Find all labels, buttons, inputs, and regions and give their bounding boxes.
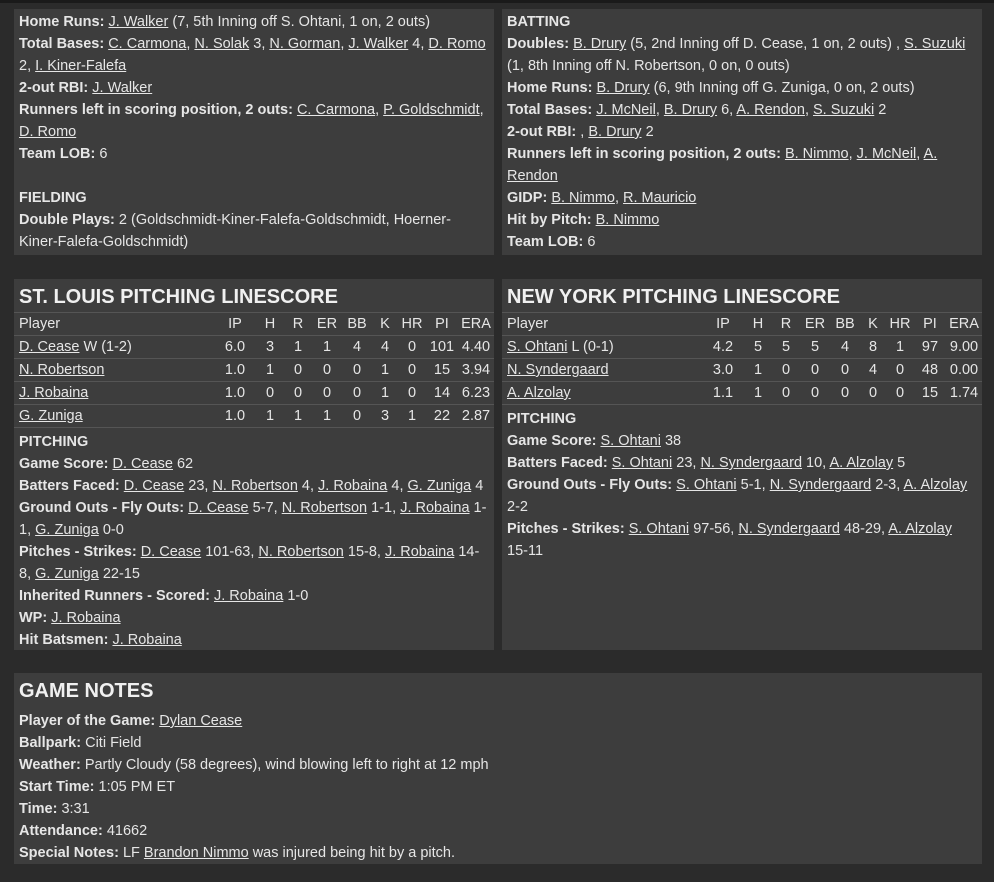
player-link[interactable]: J. Robaina	[213, 588, 284, 604]
game-time-line: Time: 3:31	[19, 801, 90, 817]
player-link[interactable]: A. Rendon	[507, 146, 938, 184]
player-link[interactable]: J. Walker	[348, 36, 409, 52]
player-link[interactable]: G. Zuniga	[19, 408, 83, 424]
col-header: HR	[398, 313, 426, 336]
player-link[interactable]: A. Alzolay	[903, 477, 968, 493]
start-time-line: Start Time: 1:05 PM ET	[19, 779, 176, 795]
col-header: Player	[502, 313, 702, 336]
player-link[interactable]: S. Ohtani	[676, 477, 737, 493]
fielding-heading: FIELDING	[19, 190, 87, 206]
nyy-linescore-title: NEW YORK PITCHING LINESCORE	[502, 279, 982, 313]
table-row: N. Syndergaard 3.0 1 0 0 0 4 0 48 0.00	[502, 359, 982, 382]
player-link[interactable]: D. Cease	[140, 544, 202, 560]
batting-heading: BATTING	[507, 14, 571, 30]
ballpark-line: Ballpark: Citi Field	[19, 735, 142, 751]
col-header: H	[256, 313, 284, 336]
game-score-line: Game Score: D. Cease 62	[19, 456, 194, 472]
player-link[interactable]: S. Ohtani	[600, 433, 661, 449]
batters-faced-line: Batters Faced: D. Cease 23, N. Robertson 4, J. Robaina 4, G. Zuniga 4	[19, 478, 484, 494]
table-row: G. Zuniga 1.0 1 1 1 0 3 1 22 2.87	[14, 405, 494, 428]
doubles-line: Doubles: B. Drury (5, 2nd Inning off D. Cease, 1 on, 2 outs) , S. Suzuki (1, 8th Inning off N. Robertson, 0 on, 0 outs)	[507, 36, 966, 74]
col-header: Player	[14, 313, 214, 336]
col-header: H	[744, 313, 772, 336]
player-link[interactable]: B. Nimmo	[551, 190, 615, 206]
double-plays-line: Double Plays: 2 (Goldschmidt-Kiner-Falefa-Goldschmidt, Hoerner-Kiner-Falefa-Goldschmidt)	[19, 212, 451, 250]
player-link[interactable]: N. Syndergaard	[769, 477, 872, 493]
player-link[interactable]: C. Carmona	[296, 102, 376, 118]
team-lob-line: Team LOB: 6	[507, 234, 596, 250]
player-link[interactable]: R. Mauricio	[623, 190, 697, 206]
col-header: HR	[886, 313, 914, 336]
player-link[interactable]: D. Romo	[19, 124, 77, 140]
col-header: ERA	[946, 313, 982, 336]
inherited-runners-line: Inherited Runners - Scored: J. Robaina 1-0	[19, 588, 309, 604]
player-link[interactable]: I. Kiner-Falefa	[35, 58, 127, 74]
batters-faced-line: Batters Faced: S. Ohtani 23, N. Syndergaard 10, A. Alzolay 5	[507, 455, 906, 471]
stl-pitching-panel	[14, 279, 494, 650]
player-link[interactable]: D. Cease	[112, 456, 173, 472]
total-bases-line: Total Bases: J. McNeil, B. Drury 6, A. Rendon, S. Suzuki 2	[507, 102, 887, 118]
total-bases-line: Total Bases: C. Carmona, N. Solak 3, N. Gorman, J. Walker 4, D. Romo 2, I. Kiner-Falefa	[19, 36, 486, 74]
player-link[interactable]: D. Cease	[188, 500, 249, 516]
table-header-row	[14, 313, 494, 336]
player-link[interactable]: Dylan Cease	[159, 713, 243, 729]
col-header: K	[860, 313, 886, 336]
col-header: BB	[830, 313, 860, 336]
player-link[interactable]: J. Robaina	[400, 500, 470, 516]
player-link[interactable]: J. Robaina	[51, 610, 121, 626]
player-link[interactable]: N. Robertson	[281, 500, 368, 516]
col-header: IP	[214, 313, 256, 336]
player-link[interactable]: G. Zuniga	[407, 478, 472, 494]
player-link[interactable]: N. Gorman	[269, 36, 341, 52]
home-runs-line: Home Runs: B. Drury (6, 9th Inning off G. Zuniga, 0 on, 2 outs)	[507, 80, 915, 96]
game-notes-panel	[14, 673, 982, 864]
attendance-line: Attendance: 41662	[19, 823, 148, 839]
col-header: R	[284, 313, 312, 336]
player-link[interactable]: S. Ohtani	[628, 521, 690, 537]
player-link[interactable]: S. Suzuki	[813, 102, 875, 118]
player-link[interactable]: N. Syndergaard	[700, 455, 803, 471]
table-header-row	[502, 313, 982, 336]
player-link[interactable]: N. Robertson	[258, 544, 344, 560]
player-link[interactable]: D. Romo	[428, 36, 486, 52]
player-link[interactable]: J. Robaina	[112, 632, 182, 648]
wild-pitch-line: WP: J. Robaina	[19, 610, 121, 626]
player-link[interactable]: P. Goldschmidt	[383, 102, 480, 118]
player-link[interactable]: J. Walker	[92, 80, 153, 96]
table-row: J. Robaina 1.0 0 0 0 0 1 0 14 6.23	[14, 382, 494, 405]
col-header: ERA	[458, 313, 494, 336]
player-link[interactable]: J. McNeil	[856, 146, 917, 162]
player-link[interactable]: J. Robaina	[19, 385, 89, 401]
nyy-batting-notes-panel	[502, 9, 982, 255]
stl-linescore-table	[14, 313, 494, 428]
player-link[interactable]: N. Robertson	[19, 362, 105, 378]
player-link[interactable]: J. Walker	[108, 14, 169, 30]
home-runs-line: Home Runs: J. Walker (7, 5th Inning off S. Ohtani, 1 on, 2 outs)	[19, 14, 431, 30]
player-link[interactable]: A. Alzolay	[507, 385, 571, 401]
player-link[interactable]: C. Carmona	[108, 36, 187, 52]
player-link[interactable]: J. Robaina	[384, 544, 455, 560]
player-link[interactable]: D. Cease	[19, 339, 80, 355]
player-of-game-line: Player of the Game: Dylan Cease	[19, 713, 243, 729]
pitches-strikes-line: Pitches - Strikes: D. Cease 101-63, N. Robertson 15-8, J. Robaina 14-8, G. Zuniga 22-15	[19, 544, 480, 582]
pitching-heading: PITCHING	[507, 411, 577, 427]
gidp-line: GIDP: B. Nimmo, R. Mauricio	[507, 190, 697, 206]
groundouts-flyouts-line: Ground Outs - Fly Outs: D. Cease 5-7, N. Robertson 1-1, J. Robaina 1-1, G. Zuniga 0-0	[19, 500, 487, 538]
player-link[interactable]: B. Nimmo	[784, 146, 849, 162]
groundouts-flyouts-line: Ground Outs - Fly Outs: S. Ohtani 5-1, N. Syndergaard 2-3, A. Alzolay 2-2	[507, 477, 968, 515]
table-row: S. Ohtani L (0-1) 4.2 5 5 5 4 8 1 97 9.00	[502, 336, 982, 359]
nyy-pitching-panel	[502, 279, 982, 650]
player-link[interactable]: G. Zuniga	[35, 566, 99, 582]
weather-line: Weather: Partly Cloudy (58 degrees), wind blowing left to right at 12 mph	[19, 757, 489, 773]
player-link[interactable]: D. Cease	[123, 478, 185, 494]
player-link[interactable]: A. Alzolay	[888, 521, 952, 537]
player-link[interactable]: J. McNeil	[596, 102, 656, 118]
two-out-rbi-line: 2-out RBI: J. Walker	[19, 80, 153, 96]
pitching-heading: PITCHING	[19, 434, 89, 450]
nyy-linescore-table	[502, 313, 982, 405]
player-link[interactable]: S. Suzuki	[904, 36, 966, 52]
top-strip	[0, 0, 994, 3]
player-link[interactable]: B. Drury	[596, 80, 650, 96]
player-link[interactable]: J. Robaina	[318, 478, 388, 494]
col-header: BB	[342, 313, 372, 336]
team-lob-line: Team LOB: 6	[19, 146, 108, 162]
player-link[interactable]: B. Nimmo	[595, 212, 660, 228]
col-header: PI	[426, 313, 458, 336]
player-link[interactable]: N. Syndergaard	[507, 362, 609, 378]
col-header: ER	[312, 313, 342, 336]
game-score-line: Game Score: S. Ohtani 38	[507, 433, 682, 449]
player-link[interactable]: G. Zuniga	[35, 522, 99, 538]
player-link[interactable]: B. Drury	[573, 36, 627, 52]
col-header: R	[772, 313, 800, 336]
player-link[interactable]: S. Ohtani	[507, 339, 568, 355]
col-header: IP	[702, 313, 744, 336]
hit-batsmen-line: Hit Batsmen: J. Robaina	[19, 632, 182, 648]
table-row: N. Robertson 1.0 1 0 0 0 1 0 15 3.94	[14, 359, 494, 382]
player-link[interactable]: A. Rendon	[736, 102, 805, 118]
col-header: PI	[914, 313, 946, 336]
player-link[interactable]: Brandon Nimmo	[143, 845, 249, 861]
col-header: ER	[800, 313, 830, 336]
pitches-strikes-line: Pitches - Strikes: S. Ohtani 97-56, N. Syndergaard 48-29, A. Alzolay 15-11	[507, 521, 952, 559]
table-row: A. Alzolay 1.1 1 0 0 0 0 0 15 1.74	[502, 382, 982, 405]
hbp-line: Hit by Pitch: B. Nimmo	[507, 212, 660, 228]
game-notes-title: GAME NOTES	[19, 680, 154, 702]
player-link[interactable]: N. Syndergaard	[738, 521, 840, 537]
col-header: K	[372, 313, 398, 336]
table-row: D. Cease W (1-2) 6.0 3 1 1 4 4 0 101 4.40	[14, 336, 494, 359]
player-link[interactable]: N. Solak	[194, 36, 250, 52]
risp-line: Runners left in scoring position, 2 outs: C. Carmona, P. Goldschmidt, D. Romo	[19, 102, 484, 140]
player-link[interactable]: S. Ohtani	[611, 455, 673, 471]
player-link[interactable]: N. Robertson	[212, 478, 298, 494]
special-notes-line: Special Notes: LF Brandon Nimmo was injured being hit by a pitch.	[19, 845, 456, 861]
risp-line: Runners left in scoring position, 2 outs: B. Nimmo, J. McNeil, A. Rendon	[507, 146, 938, 184]
stl-linescore-title: ST. LOUIS PITCHING LINESCORE	[14, 279, 494, 313]
player-link[interactable]: B. Drury	[588, 124, 642, 140]
player-link[interactable]: A. Alzolay	[829, 455, 894, 471]
two-out-rbi-line: 2-out RBI: , B. Drury 2	[507, 124, 654, 140]
player-link[interactable]: B. Drury	[663, 102, 718, 118]
stl-batting-notes-panel	[14, 9, 494, 255]
